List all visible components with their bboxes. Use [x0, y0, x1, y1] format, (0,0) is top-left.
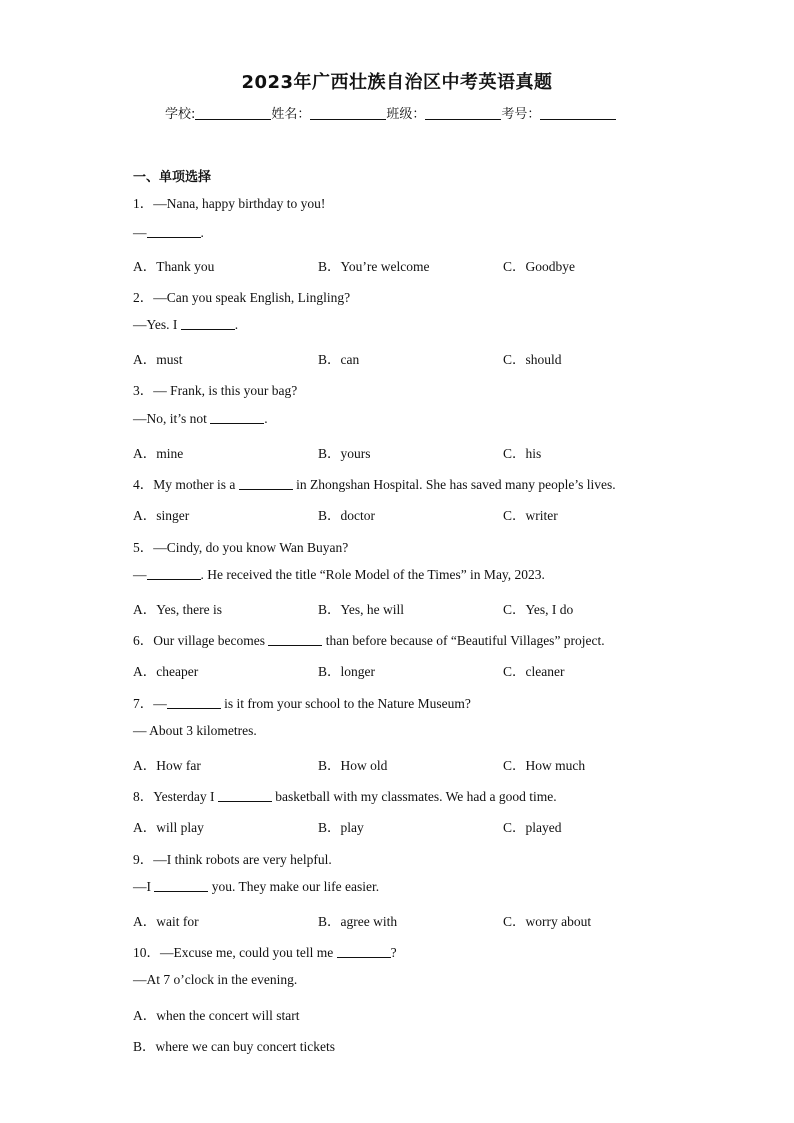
question-4 [133, 473, 616, 493]
question-7 [133, 692, 471, 712]
option-b[interactable]: B．play [318, 820, 364, 835]
question-3: 3．— Frank, is this your bag? [133, 383, 298, 398]
response-10: —At 7 o’clock in the evening. [133, 972, 298, 987]
answer-blank[interactable] [147, 225, 201, 238]
response-text: —I [133, 879, 155, 894]
option-a[interactable]: A．Thank you [133, 259, 215, 274]
option-c[interactable]: C．his [503, 446, 542, 461]
response-text: . [264, 411, 268, 426]
question-10 [133, 941, 397, 961]
school-label: 学校: [165, 107, 196, 122]
response-5 [133, 567, 545, 583]
option-a[interactable]: A．mine [133, 446, 184, 461]
question-text: in Zhongshan Hospital. She has saved many people’s lives. [292, 477, 616, 492]
question-6 [133, 629, 605, 649]
question-8 [133, 785, 557, 805]
option-b[interactable]: B．doctor [318, 508, 375, 523]
option-a[interactable]: A．cheaper [133, 664, 199, 679]
name-blank[interactable] [310, 105, 386, 120]
question-text: 7．— [133, 696, 167, 711]
option-c[interactable]: C．worry about [503, 914, 592, 929]
question-2: 2．—Can you speak English, Lingling? [133, 290, 351, 305]
class-label: 班级： [386, 107, 426, 122]
response-3 [133, 411, 268, 427]
option-c[interactable]: C．cleaner [503, 664, 565, 679]
option-a[interactable]: A．when the concert will start [133, 1008, 300, 1023]
response-1 [133, 225, 204, 241]
option-b[interactable]: B．where we can buy concert tickets [133, 1039, 336, 1054]
response-7: — About 3 kilometres. [133, 723, 257, 738]
question-9: 9．—I think robots are very helpful. [133, 852, 332, 867]
answer-blank[interactable] [167, 696, 221, 709]
page-title: 2023年广西壮族自治区中考英语真题 [241, 72, 553, 93]
option-a[interactable]: A．wait for [133, 914, 199, 929]
answer-blank[interactable] [181, 317, 235, 330]
answer-blank[interactable] [268, 633, 322, 646]
response-2 [133, 317, 238, 333]
option-c[interactable]: C．writer [503, 508, 558, 523]
response-text: —Yes. I [133, 317, 181, 332]
option-c[interactable]: C．Yes, I do [503, 602, 574, 617]
question-text: 6．Our village becomes [133, 633, 269, 648]
option-a[interactable]: A．singer [133, 508, 190, 523]
answer-blank[interactable] [337, 945, 391, 958]
name-label: 姓名： [271, 107, 311, 122]
section-heading: 一、单项选择 [133, 170, 212, 185]
option-a[interactable]: A．Yes, there is [133, 602, 223, 617]
question-text: than before because of “Beautiful Villages” project. [322, 633, 605, 648]
option-c[interactable]: C．played [503, 820, 562, 835]
question-text: 10．—Excuse me, could you tell me [133, 945, 337, 960]
option-c[interactable]: C．should [503, 352, 562, 367]
answer-blank[interactable] [218, 789, 272, 802]
option-a[interactable]: A．How far [133, 758, 201, 773]
question-5: 5．—Cindy, do you know Wan Buyan? [133, 540, 349, 555]
option-b[interactable]: B．How old [318, 758, 388, 773]
option-c[interactable]: C．Goodbye [503, 259, 575, 274]
option-a[interactable]: A．must [133, 352, 183, 367]
question-text: basketball with my classmates. We had a good time. [271, 789, 557, 804]
option-b[interactable]: B．longer [318, 664, 375, 679]
option-b[interactable]: B．yours [318, 446, 371, 461]
response-text: — [133, 225, 147, 240]
class-blank[interactable] [425, 105, 501, 120]
question-text: ? [390, 945, 397, 960]
answer-blank[interactable] [239, 477, 293, 490]
option-b[interactable]: B．Yes, he will [318, 602, 405, 617]
answer-blank[interactable] [154, 879, 208, 892]
response-9 [133, 879, 379, 895]
option-b[interactable]: B．You’re welcome [318, 259, 430, 274]
response-text: . He received the title “Role Model of the Times” in May, 2023. [200, 567, 545, 582]
number-label: 考号： [501, 107, 541, 122]
response-text: . [234, 317, 239, 332]
question-1: 1．—Nana, happy birthday to you! [133, 196, 326, 211]
option-b[interactable]: B．can [318, 352, 360, 367]
question-text: 8．Yesterday I [133, 789, 218, 804]
school-blank[interactable] [195, 105, 271, 120]
answer-blank[interactable] [147, 567, 201, 580]
response-text: . [200, 225, 204, 240]
response-text: — [133, 567, 147, 582]
option-c[interactable]: C．How much [503, 758, 586, 773]
answer-blank[interactable] [210, 411, 264, 424]
response-text: —No, it’s not [133, 411, 211, 426]
option-b[interactable]: B．agree with [318, 914, 398, 929]
question-text: 4．My mother is a [133, 477, 239, 492]
student-info-line [165, 103, 616, 122]
response-text: you. They make our life easier. [208, 879, 380, 894]
number-blank[interactable] [540, 105, 616, 120]
question-text: is it from your school to the Nature Museum? [220, 696, 471, 711]
option-a[interactable]: A．will play [133, 820, 204, 835]
